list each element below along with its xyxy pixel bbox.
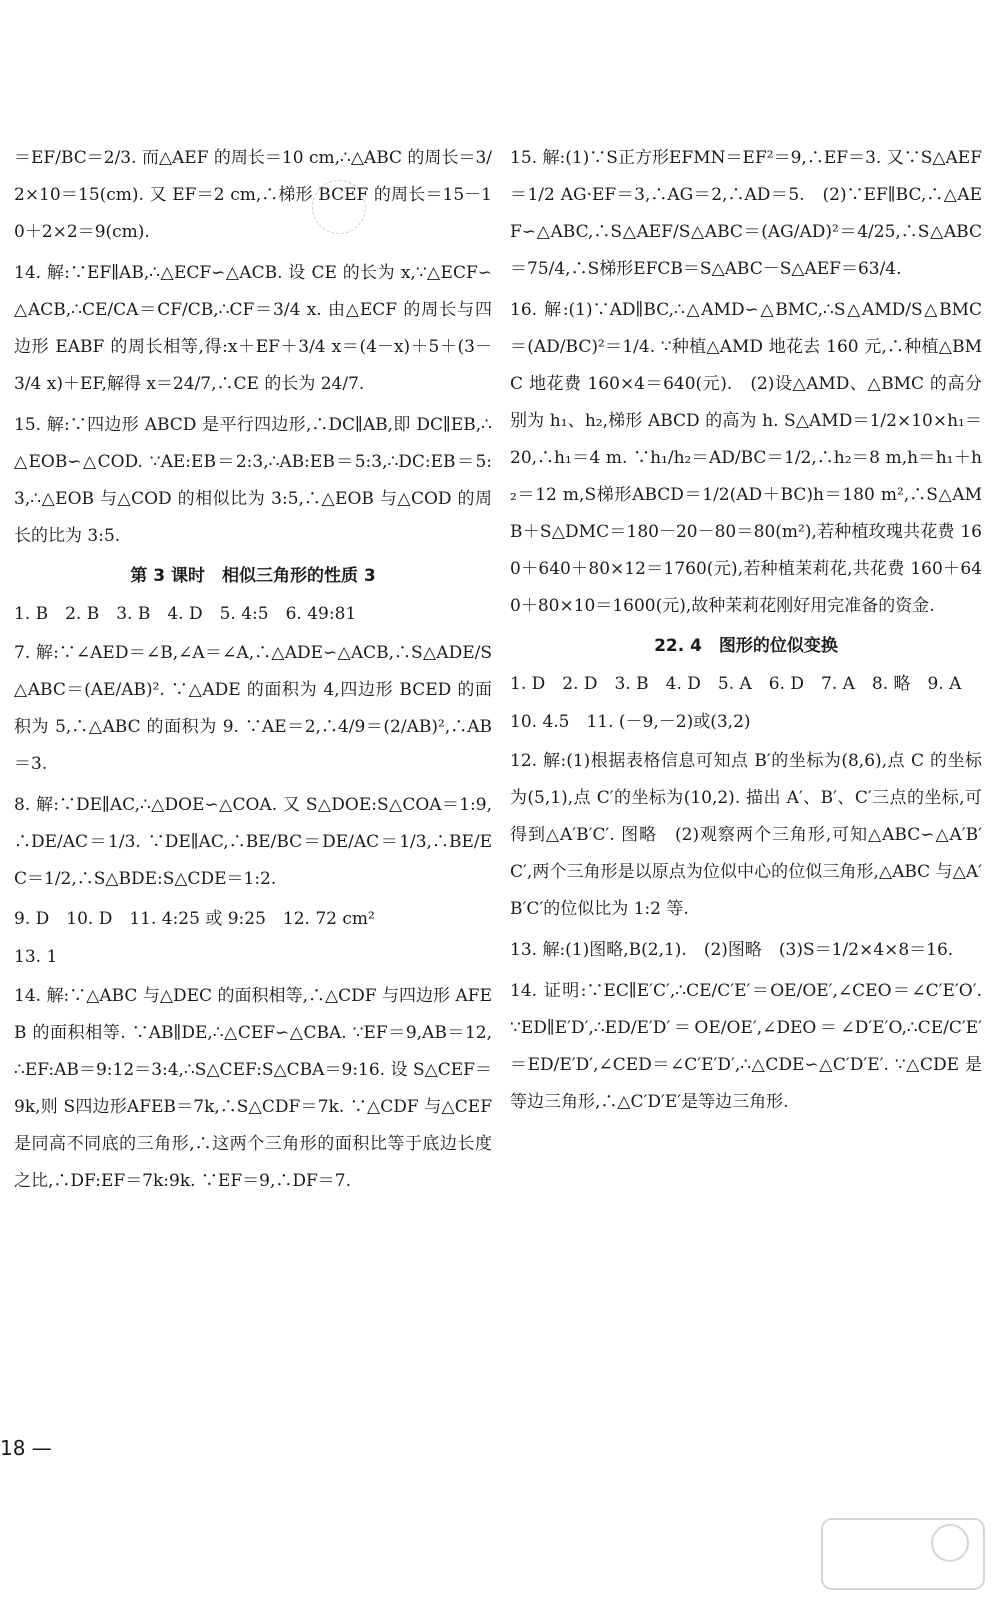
answer-7: 7. 解:∵∠AED＝∠B,∠A＝∠A,∴△ADE∽△ACB,∴S△ADE/S△ABC＝(AE/AB)². ∵△ADE 的面积为 4,四边形 BCED 的面积为 5,∴△ABC 的面积为 9. ∵AE＝2,∴4/9＝(2/AB)²,∴AB＝3. <box>14 643 492 774</box>
answers-1-6: 1. B 2. B 3. B 4. D 5. 4:5 6. 49:81 <box>14 604 357 624</box>
answer-14: 14. 解:∵EF∥AB,∴△ECF∽△ACB. 设 CE 的长为 x,∵△ECF∽△ACB,∴CE/CA＝CF/CB,∴CF＝3/4 x. 由△ECF 的周长与四边形 EABF 的周长相等,得:x＋EF＋3/4 x＝(4－x)＋5＋(3－3/4 x)＋EF,解得 x＝24/7,∴CE 的长为 24/7. <box>14 263 492 394</box>
answer-14-right: 14. 证明:∵EC∥E′C′,∴CE/C′E′＝OE/OE′,∠CEO＝∠C′E′O′. ∵ED∥E′D′,∴ED/E′D′＝OE/OE′,∠DEO＝∠D′E′O,∴CE/C′E′＝ED/E′D′,∠CED＝∠C′E′D′,∴△CDE∽△C′D′E′. ∵△CDE 是等边三角形,∴△C′D′E′是等边三角形. <box>510 981 982 1112</box>
left-column <box>14 140 492 1204</box>
right-column <box>510 140 982 1125</box>
answer-16: 16. 解:(1)∵AD∥BC,∴△AMD∽△BMC,∴S△AMD/S△BMC＝(AD/BC)²＝1/4. ∵种植△AMD 地花去 160 元,∴种植△BMC 地花费 160×4＝640(元). (2)设△AMD、△BMC 的高分别为 h₁、h₂,梯形 ABCD 的高为 h. S△AMD＝1/2×10×h₁＝20,∴h₁＝4 m. ∵h₁/h₂＝AD/BC＝1/2,∴h₂＝8 m,h＝h₁＋h₂＝12 m,S梯形ABCD＝1/2(AD＋BC)h＝180 m²,∴S△AMB＋S△DMC＝180－20－80＝80(m²),若种植玫瑰共花费 160＋640＋80×12＝1760(元),若种植茉莉花,共花费 160＋640＋80×10＝1600(元),故种茉莉花刚好用完准备的资金. <box>510 300 982 616</box>
section-heading-22-4: 22. 4 图形的位似变换 <box>654 636 838 656</box>
answer-15: 15. 解:∵四边形 ABCD 是平行四边形,∴DC∥AB,即 DC∥EB,∴△EOB∽△COD. ∵AE:EB＝2:3,∴AB:EB＝5:3,∴DC:EB＝5:3,∴△EOB 与△COD 的相似比为 3:5,∴△EOB 与△COD 的周长的比为 3:5. <box>14 415 492 546</box>
answer-13-right: 13. 解:(1)图略,B(2,1). (2)图略 (3)S＝1/2×4×8＝16. <box>510 940 954 960</box>
answer-15-right: 15. 解:(1)∵S正方形EFMN＝EF²＝9,∴EF＝3. 又∵S△AEF＝1/2 AG·EF＝3,∴AG＝2,∴AD＝5. (2)∵EF∥BC,∴△AEF∽△ABC,∴S△AEF/S△ABC＝(AG/AD)²＝4/25,∴S△ABC＝75/4,∴S梯形EFCB＝S△ABC－S△AEF＝63/4. <box>510 148 982 279</box>
answer-12: 12. 解:(1)根据表格信息可知点 B′的坐标为(8,6),点 C 的坐标为(5,1),点 C′的坐标为(10,2). 描出 A′、B′、C′三点的坐标,可得到△A′B′C′. 图略 (2)观察两个三角形,可知△ABC∽△A′B′C′,两个三角形是以原点为位似中心的位似三角形,△ABC 与△A′B′C′的位似比为 1:2 等. <box>510 751 982 919</box>
answer-8: 8. 解:∵DE∥AC,∴△DOE∽△COA. 又 S△DOE:S△COA＝1:9,∴DE/AC＝1/3. ∵DE∥AC,∴BE/BC＝DE/AC＝1/3,∴BE/EC＝1/2,∴S△BDE:S△CDE＝1:2. <box>14 795 492 889</box>
answer-14-lesson-3: 14. 解:∵△ABC 与△DEC 的面积相等,∴△CDF 与四边形 AFEB 的面积相等. ∵AB∥DE,∴△CEF∽△CBA. ∵EF＝9,AB＝12,∴EF:AB＝9:12＝3:4,∴S△CEF:S△CBA＝9:16. 设 S△CEF＝9k,则 S四边形AFEB＝7k,∴S△CDF＝7k. ∵△CDF 与△CEF 是同高不同底的三角形,∴这两个三角形的面积比等于底边长度之比,∴DF:EF＝7k:9k. ∵EF＝9,∴DF＝7. <box>14 986 492 1191</box>
section-heading-lesson-3: 第 3 课时 相似三角形的性质 3 <box>130 566 376 586</box>
watermark-logo <box>820 1515 986 1593</box>
answer-13-continued: ＝EF/BC＝2/3. 而△AEF 的周长＝10 cm,∴△ABC 的周长＝3/2×10＝15(cm). 又 EF＝2 cm,∴梯形 BCEF 的周长＝15－10＋2×2＝9(cm). <box>14 148 492 242</box>
answers-9-12: 9. D 10. D 11. 4:25 或 9:25 12. 72 cm² <box>14 909 375 929</box>
answers-10-11: 10. 4.5 11. (－9,－2)或(3,2) <box>510 712 751 732</box>
answer-13: 13. 1 <box>14 947 58 967</box>
page-number: 18 — <box>0 1436 52 1460</box>
answers-1-9: 1. D 2. D 3. B 4. D 5. A 6. D 7. A 8. 略 9. A <box>510 674 962 694</box>
